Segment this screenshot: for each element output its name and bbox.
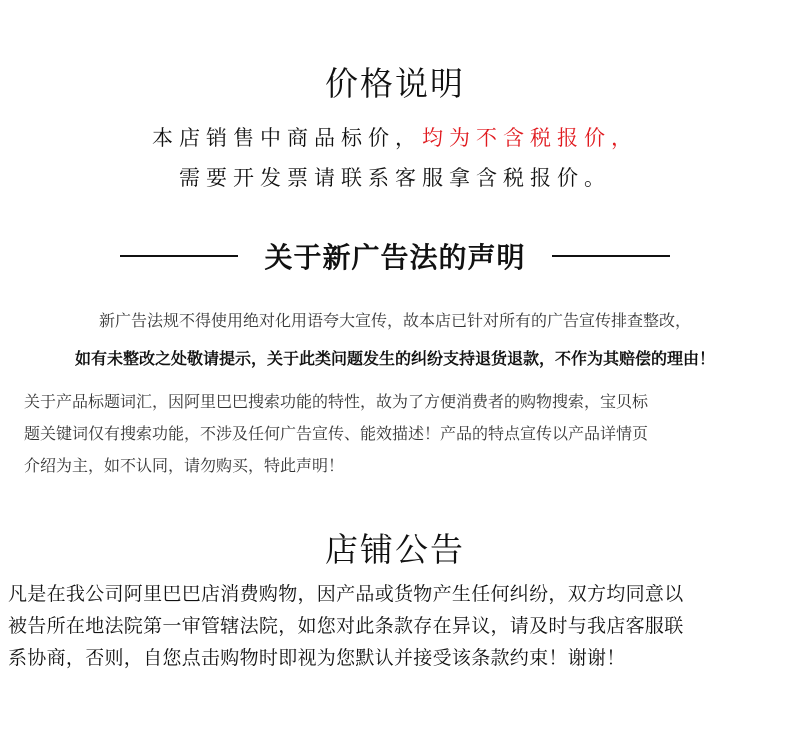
declaration-paragraph-3 [24,386,774,482]
store-notice-line: 被告所在地法院第一审管辖法院，如您对此条款存在异议，请及时与我店客服联 [8,615,684,637]
price-highlight-text: 均为不含税报价， [422,126,638,150]
declaration-paragraph-3-line: 题关键词仅有搜索功能，不涉及任何广告宣传、能效描述！产品的特点宣传以产品详情页 [24,424,649,443]
declaration-title: 关于新广告法的声明 [264,241,526,274]
price-statement-line-2: 需要开发票请联系客服拿含税报价。 [179,166,611,190]
store-notice-body [8,578,788,674]
declaration-paragraph-1: 新广告法规不得使用绝对化用语夸大宣传，故本店已针对所有的广告宣传排查整改， [98,311,691,330]
price-statement-text: 本店销售中商品标价， [152,126,422,150]
store-notice-title: 店铺公告 [325,530,465,569]
declaration-paragraph-3-line: 介绍为主，如不认同，请勿购买，特此声明！ [24,456,345,475]
declaration-header [0,232,790,280]
price-title: 价格说明 [325,64,465,103]
declaration-paragraph-3-line: 关于产品标题词汇，因阿里巴巴搜索功能的特性，故为了方便消费者的购物搜索，宝贝标 [24,392,649,411]
store-notice-line: 凡是在我公司阿里巴巴店消费购物，因产品或货物产生任何纠纷，双方均同意以 [8,583,684,605]
left-divider [120,255,238,257]
declaration-paragraph-2: 如有未整改之处敬请提示，关于此类问题发生的纠纷支持退货退款，不作为其赔偿的理由！ [74,349,715,368]
right-divider [552,255,670,257]
store-notice-line: 系协商，否则，自您点击购物时即视为您默认并接受该条款约束！谢谢！ [8,647,626,669]
price-statement-line-1 [0,122,790,152]
